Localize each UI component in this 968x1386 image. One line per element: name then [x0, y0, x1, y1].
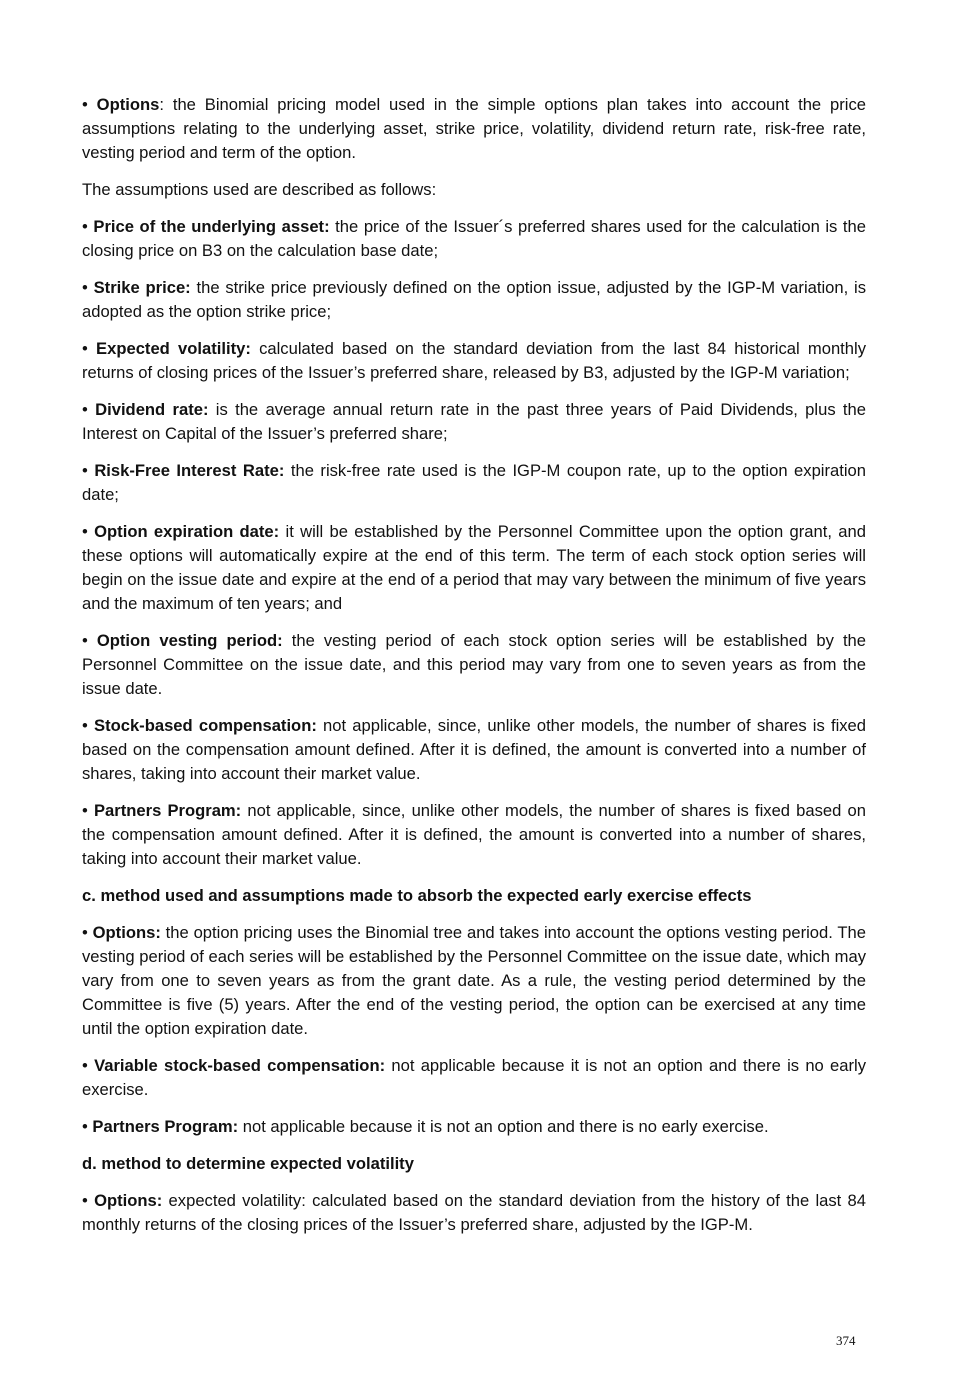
section-d-item: • Options: expected volatility: calculated based on the standard deviation from the history of the last 84 monthly returns of the closing prices of the Issuer’s preferred share, adjusted by the IGP-M.	[82, 1191, 866, 1234]
term-label: Partners Program:	[93, 801, 242, 820]
term-label: Price of the underlying asset:	[93, 217, 330, 236]
section-c-heading: c. method used and assumptions made to absorb the expected early exercise effects	[82, 886, 752, 905]
section-c-item: • Variable stock-based compensation: not applicable because it is not an option and there is no early exercise.	[82, 1056, 867, 1099]
options-paragraph: • Options: the Binomial pricing model used in the simple options plan takes into account the price assumptions relating to the underlying asset, strike price, volatility, dividend return rate, risk-free rate, vesting period and term of the option.	[82, 95, 866, 162]
term-label: Options:	[94, 1191, 163, 1210]
term-label: Strike price:	[93, 278, 191, 297]
term-label: Options:	[92, 923, 161, 942]
assumption-item: • Risk-Free Interest Rate: the risk-free rate used is the IGP-M coupon rate, up to the option expiration date;	[82, 461, 866, 504]
document-body	[82, 93, 866, 1250]
term-label: Dividend rate:	[95, 400, 209, 419]
assumption-item: • Option vesting period: the vesting period of each stock option series will be established by the Personnel Committee on the issue date, and this period may vary from one to seven years as from the issue date.	[82, 631, 867, 698]
section-c-item: • Options: the option pricing uses the Binomial tree and takes into account the options vesting period. The vesting period of each series will be established by the Personnel Committee on the issue date, which may vary from one to seven years as from the grant date. As a rule, the vesting period determined by the Committee is five (5) years. After the end of the vesting period, the option can be exercised at any time until the option expiration date.	[82, 923, 866, 1038]
assumptions-intro: The assumptions used are described as follows:	[82, 180, 437, 199]
assumption-item: • Price of the underlying asset: the price of the Issuer´s preferred shares used for the calculation is the closing price on B3 on the calculation base date;	[82, 217, 866, 260]
page-number: 374	[836, 1333, 856, 1348]
assumption-item: • Expected volatility: calculated based on the standard deviation from the last 84 historical monthly returns of closing prices of the Issuer’s preferred share, released by B3, adjusted by the IGP-M variation;	[82, 339, 867, 382]
section-d-heading: d. method to determine expected volatility	[82, 1154, 414, 1173]
term-label: Stock-based compensation:	[94, 716, 317, 735]
term-label: Partners Program:	[92, 1117, 239, 1136]
assumption-item: • Strike price: the strike price previously defined on the option issue, adjusted by the IGP-M variation, is adopted as the option strike price;	[82, 278, 866, 321]
term-label: Variable stock-based compensation:	[94, 1056, 386, 1075]
assumption-item: • Stock-based compensation: not applicable, since, unlike other models, the number of shares is fixed based on the compensation amount defined. After it is defined, the amount is converted into a number of shares, taking into account their market value.	[82, 716, 867, 783]
term-label: Options	[96, 95, 160, 114]
assumption-item: • Partners Program: not applicable, since, unlike other models, the number of shares is fixed based on the compensation amount defined. After it is defined, the amount is converted into a number of shares, taking into account their market value.	[82, 801, 866, 868]
term-label: Risk-Free Interest Rate:	[94, 461, 285, 480]
term-label: Expected volatility:	[96, 339, 251, 358]
assumption-item: • Dividend rate: is the average annual return rate in the past three years of Paid Dividends, plus the Interest on Capital of the Issuer’s preferred share;	[82, 400, 866, 443]
assumption-item: • Option expiration date: it will be established by the Personnel Committee upon the option grant, and these options will automatically expire at the end of this term. The term of each stock option series will begin on the issue date and expire at the end of a period that may vary between the minimum of five years and the maximum of ten years; and	[82, 522, 866, 613]
term-label: Option vesting period:	[96, 631, 283, 650]
section-c-item: • Partners Program: not applicable because it is not an option and there is no early exercise.	[82, 1117, 769, 1136]
term-label: Option expiration date:	[94, 522, 280, 541]
